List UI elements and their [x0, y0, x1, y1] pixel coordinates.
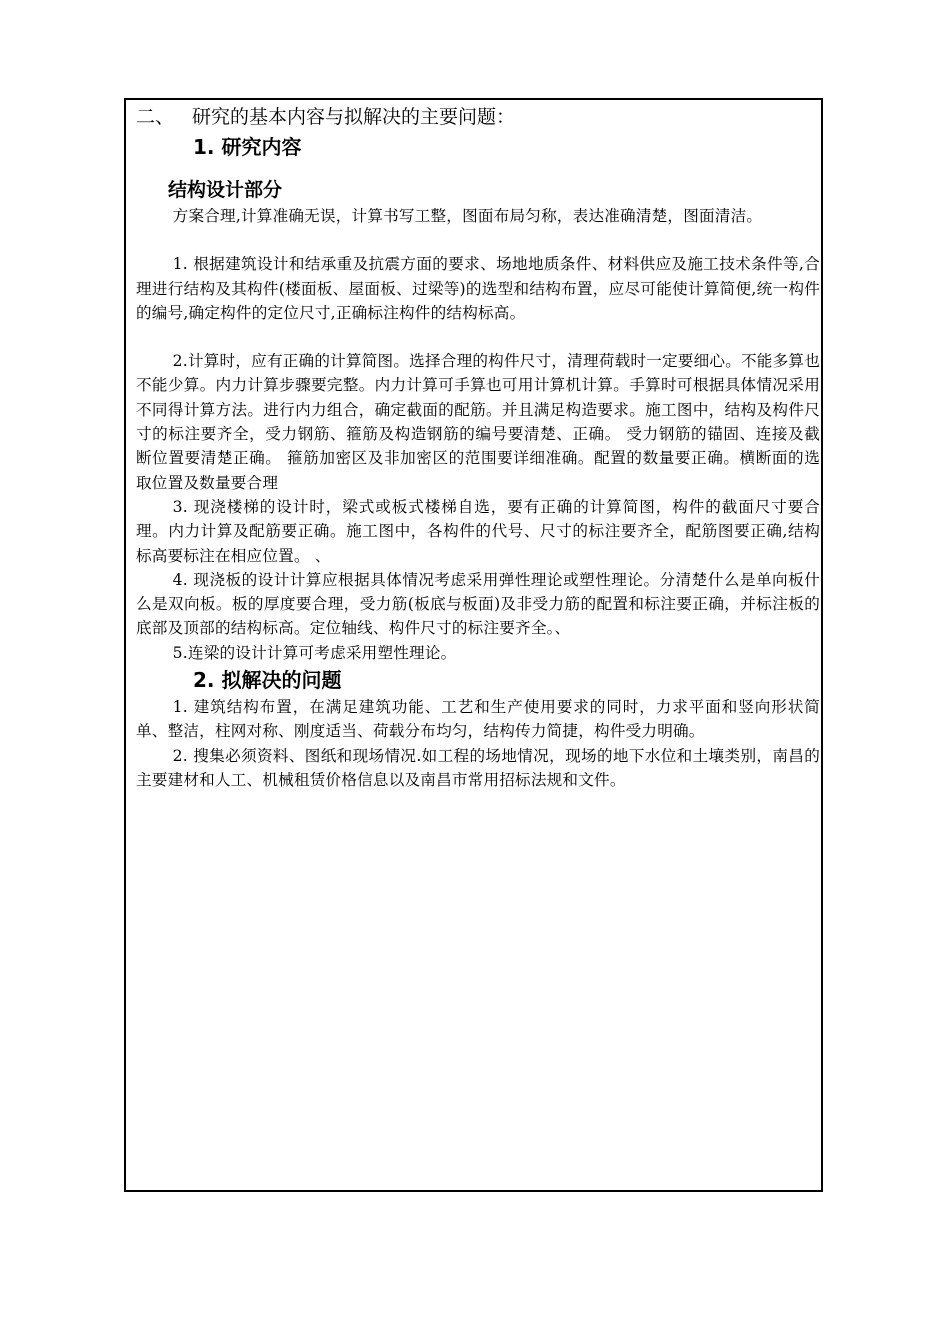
paragraph-problem-1: 1. 建筑结构布置，在满足建筑功能、工艺和生产使用要求的同时，力求平面和竖向形状简单、整洁，柱网对称、刚度适当、荷载分布均匀，结构传力简捷，构件受力明确。 [136, 698, 820, 741]
paragraph-item-5: 5.连梁的设计计算可考虑采用塑性理论。 [172, 643, 457, 662]
paragraph-overview: 方案合理,计算准确无误，计算书写工整，图面布局匀称，表达准确清楚，图面清洁。 [172, 207, 763, 225]
heading-research-content: 1. 研究内容 [193, 135, 302, 159]
section-title [136, 102, 820, 132]
paragraph-item-4: 4. 现浇板的设计计算应根据具体情况考虑采用弹性理论或塑性理论。分清楚什么是单向板什么是双向板。板的厚度要合理，受力筋(板底与板面)及非受力筋的配置和标注要正确，并标注板的底部及顶部的结构标高。定位轴线、构件尺寸的标注要齐全。、 [136, 570, 820, 638]
paragraph-item-3: 3. 现浇楼梯的设计时，梁式或板式楼梯自选，要有正确的计算简图，构件的截面尺寸要合理。内力计算及配筋要正确。施工图中，各构件的代号、尺寸的标注要齐全，配筋图要正确,结构标高要标注在相应位置。 、 [136, 497, 820, 565]
content-frame [124, 98, 823, 1192]
heading-structural-design: 结构设计部分 [168, 179, 283, 201]
section-number: 二、 [136, 106, 175, 128]
spacer [136, 325, 820, 349]
paragraph-problem-2: 2. 搜集必须资料、图纸和现场情况.如工程的场地情况，现场的地下水位和土壤类别，南昌的主要建材和人工、机械租赁价格信息以及南昌市常用招标法规和文件。 [136, 746, 820, 789]
section-title-text: 研究的基本内容与拟解决的主要问题： [192, 106, 516, 128]
document-body [136, 100, 820, 792]
paragraph-item-1: 1. 根据建筑设计和结承重及抗震方面的要求、场地地质条件、材料供应及施工技术条件等,合理进行结构及其构件(楼面板、屋面板、过梁等)的选型和结构布置，应尽可能使计算简便,统一构件的编号,确定构件的定位尺寸,正确标注构件的结构标高。 [136, 255, 820, 322]
paragraph-item-2: 2.计算时，应有正确的计算简图。选择合理的构件尺寸，清理荷载时一定要细心。不能多算也不能少算。内力计算步骤要完整。内力计算可手算也可用计算机计算。手算时可根据具体情况采用不同得计算方法。进行内力组合，确定截面的配筋。并且满足构造要求。施工图中，结构及构件尺寸的标注要齐全，受力钢筋、箍筋及构造钢筋的编号要清楚、正确。 受力钢筋的锚固、连接及截断位置要清楚正确。 箍筋加密区及非加密区的范围要详细准确。配置的数量要正确。横断面的选取位置及数量要合理 [136, 352, 820, 492]
heading-problems-to-solve: 2. 拟解决的问题 [193, 668, 342, 693]
spacer [136, 228, 820, 252]
